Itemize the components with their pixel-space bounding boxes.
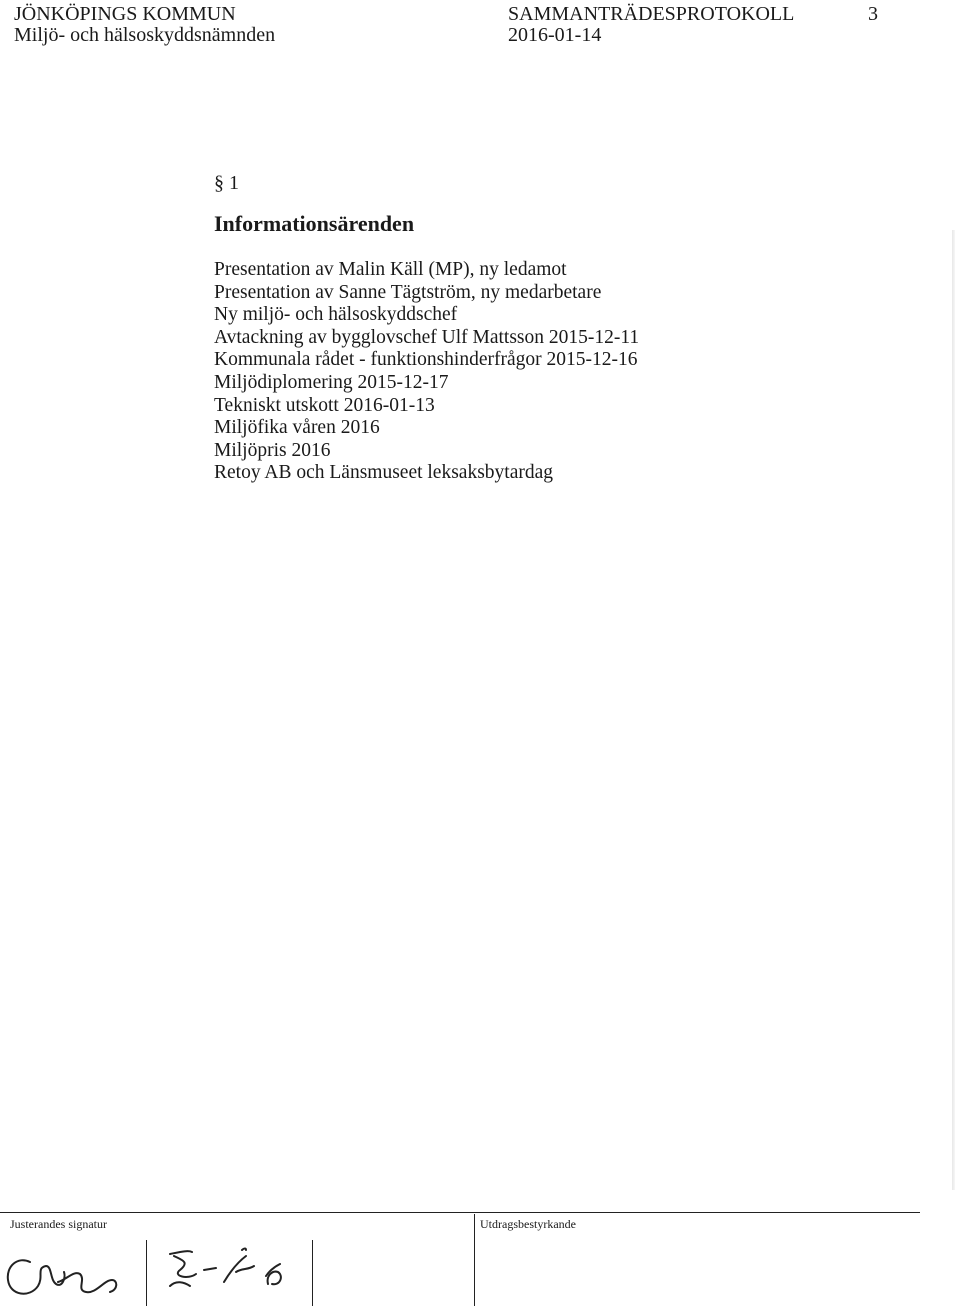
list-item: Ny miljö- och hälsoskyddschef <box>214 304 458 326</box>
committee-name: Miljö- och hälsoskyddsnämnden <box>14 24 276 46</box>
list-item: Kommunala rådet - funktionshinderfrågor 2015-12-16 <box>214 349 638 371</box>
paragraph-number: § 1 <box>214 172 239 194</box>
document-type: SAMMANTRÄDESPROTOKOLL <box>508 3 795 25</box>
list-item: Miljöfika våren 2016 <box>214 417 380 439</box>
list-item: Presentation av Malin Käll (MP), ny ledamot <box>214 259 567 280</box>
list-item: Retoy AB och Länsmuseet leksaksbytardag <box>214 462 554 484</box>
page-number: 3 <box>868 3 878 25</box>
organization-name: JÖNKÖPINGS KOMMUN <box>14 3 236 25</box>
handwritten-signature-icon <box>150 1236 300 1300</box>
signature-label: Justerandes signatur <box>10 1217 107 1231</box>
scan-edge-artifact <box>952 230 955 1190</box>
list-item: Tekniskt utskott 2016-01-13 <box>214 394 435 416</box>
list-item: Miljödiplomering 2015-12-17 <box>214 371 449 393</box>
document-date: 2016-01-14 <box>508 24 602 46</box>
list-item: Presentation av Sanne Tägtström, ny medarbetare <box>214 281 602 303</box>
list-item: Avtackning av bygglovschef Ulf Mattsson 2015-12-11 <box>214 326 640 348</box>
handwritten-signature-icon <box>0 1250 140 1306</box>
section-title: Informationsärenden <box>214 211 415 236</box>
list-item: Miljöpris 2016 <box>214 439 331 461</box>
footer-column-divider <box>474 1214 475 1306</box>
signature-divider <box>312 1240 313 1306</box>
footer-divider <box>0 1212 920 1213</box>
signature-divider <box>146 1240 147 1306</box>
agenda-list <box>214 259 639 485</box>
extract-label: Utdragsbestyrkande <box>480 1217 576 1231</box>
